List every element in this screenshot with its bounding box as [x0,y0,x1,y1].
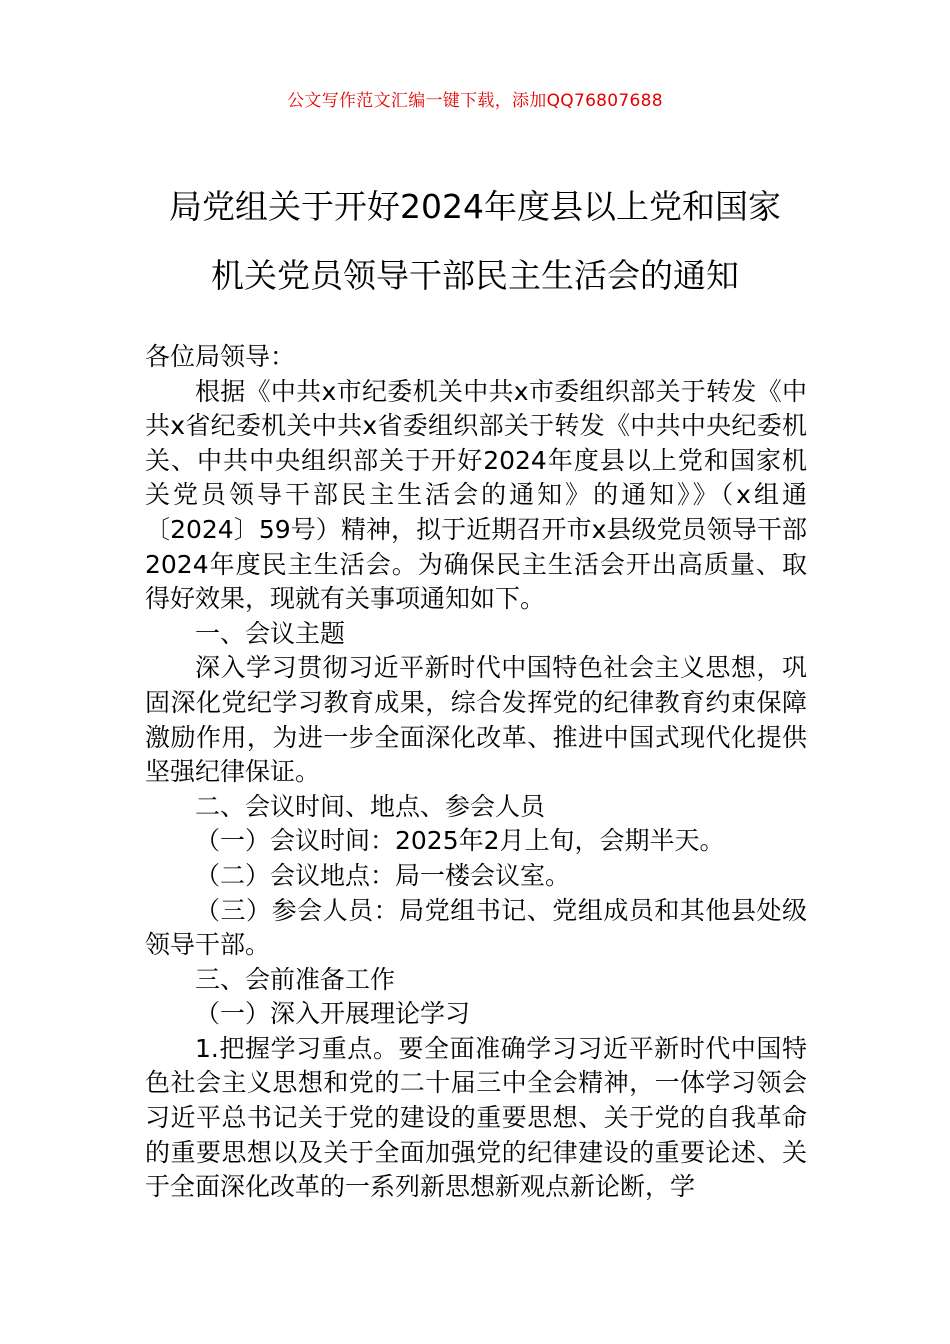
paragraph-theme: 深入学习贯彻习近平新时代中国特色社会主义思想，巩固深化党纪学习教育成果，综合发挥党的纪律教育约束保障激励作用，为进一步全面深化改革、推进中国式现代化提供坚强纪律保证。 [145,653,807,787]
header-download-note: 公文写作范文汇编一键下载，添加QQ76807688 [287,91,663,111]
item-meeting-time: （一）会议时间：2025年2月上旬，会期半天。 [195,826,725,856]
subsection-heading-study: （一）深入开展理论学习 [195,999,471,1029]
salutation: 各位局领导： [145,342,296,371]
paragraph-basis: 根据《中共x市纪委机关中共x市委组织部关于转发《中共x省纪委机关中共x省委组织部关于转发《中共中央纪委机关、中共中央组织部关于开好2024年度县以上党和国家机关党员领导干部民主生活会的通知》的通知》》（x组通〔2024〕59号）精神，拟于近期召开市x县级党员领导干部2024年度民主生活会。为确保民主生活会开出高质量、取得好效果，现就有关事项通知如下。 [145,376,807,614]
document-title-line-1: 局党组关于开好2024年度县以上党和国家 [169,187,781,226]
section-heading-theme: 一、会议主题 [195,618,346,648]
paragraph-study-focus: 1.把握学习重点。要全面准确学习习近平新时代中国特色社会主义思想和党的二十届三中全会精神，一体学习领会习近平总书记关于党的建设的重要思想、关于党的自我革命的重要思想以及关于全面加强党的纪律建设的重要论述、关于全面深化改革的一系列新思想新观点新论断，学 [145,1033,807,1202]
item-meeting-place: （二）会议地点：局一楼会议室。 [195,860,571,890]
item-attendees: （三）参会人员：局党组书记、党组成员和其他县处级领导干部。 [145,895,807,960]
document-title [100,172,850,310]
section-heading-time-place: 二、会议时间、地点、参会人员 [195,791,546,821]
document-title-line-2: 机关党员领导干部民主生活会的通知 [211,256,739,295]
document-body [145,340,807,1205]
section-heading-preparation: 三、会前准备工作 [195,964,396,994]
